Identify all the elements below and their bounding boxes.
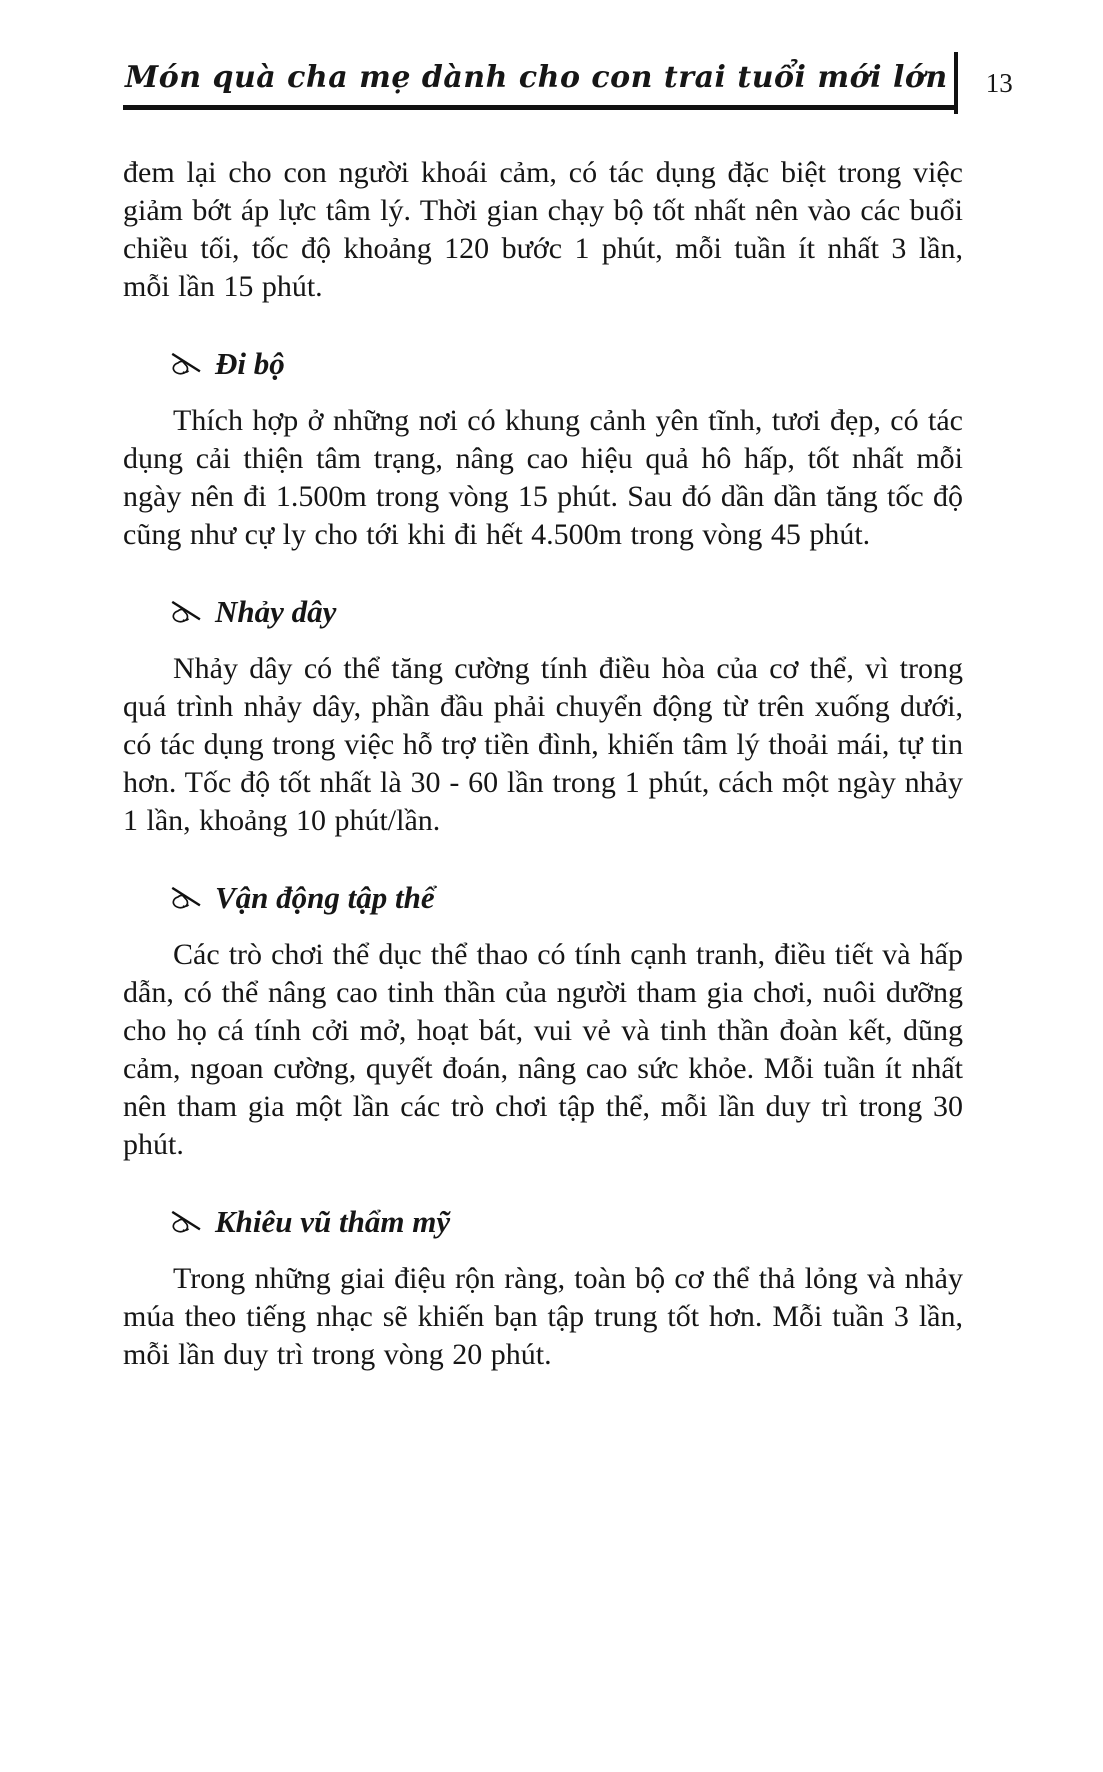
section-heading-label: Đi bộ	[215, 346, 285, 381]
section-body-paragraph: Các trò chơi thể dục thể thao có tính cạnh tranh, điều tiết và hấp dẫn, có thể nâng cao tinh thần của người tham gia chơi, nuôi dưỡng cho họ cá tính cởi mở, hoạt bát, vui vẻ và tinh thần đoàn kết, dũng cảm, ngoan cường, quyết đoán, nâng cao sức khỏe. Mỗi tuần ít nhất nên tham gia một lần các trò chơi tập thể, mỗi lần duy trì trong 30 phút.	[123, 938, 963, 1161]
section-heading	[123, 592, 963, 632]
section-aesthetic-dance	[123, 1202, 963, 1374]
intro-paragraph: đem lại cho con người khoái cảm, có tác dụng đặc biệt trong việc giảm bớt áp lực tâm lý. Thời gian chạy bộ tốt nhất nên vào các buổi chiều tối, tốc độ khoảng 120 bước 1 phút, mỗi tuần ít nhất 3 lần, mỗi lần 15 phút.	[123, 156, 963, 303]
writing-hand-icon	[171, 1210, 203, 1234]
writing-hand-icon	[171, 886, 203, 910]
page-number: 13	[985, 68, 1013, 98]
writing-hand-icon	[171, 352, 203, 376]
section-body-paragraph: Nhảy dây có thể tăng cường tính điều hòa của cơ thể, vì trong quá trình nhảy dây, phần đầu phải chuyển động từ trên xuống dưới, có tác dụng trong việc hỗ trợ tiền đình, khiến tâm lý thoải mái, tự tin hơn. Tốc độ tốt nhất là 30 - 60 lần trong 1 phút, cách một ngày nhảy 1 lần, khoảng 10 phút/lần.	[123, 652, 963, 837]
section-jump-rope	[123, 592, 963, 840]
section-heading-label: Vận động tập thể	[215, 880, 435, 915]
section-body-paragraph: Trong những giai điệu rộn ràng, toàn bộ cơ thể thả lỏng và nhảy múa theo tiếng nhạc sẽ khiến bạn tập trung tốt hơn. Mỗi tuần 3 lần, mỗi lần duy trì trong vòng 20 phút.	[123, 1262, 963, 1371]
page-body	[123, 154, 963, 1374]
section-heading	[123, 1202, 963, 1242]
section-heading-label: Nhảy dây	[215, 594, 337, 629]
section-group-exercise	[123, 878, 963, 1164]
section-heading-label: Khiêu vũ thẩm mỹ	[215, 1204, 451, 1239]
page-number-group	[954, 52, 1026, 114]
section-walking	[123, 344, 963, 554]
page-header	[123, 58, 1013, 114]
writing-hand-icon	[171, 600, 203, 624]
running-header-title: Món quà cha mẹ dành cho con trai tuổi mới lớn	[123, 58, 954, 110]
section-heading	[123, 878, 963, 918]
header-divider-bar	[954, 52, 958, 114]
section-body-paragraph: Thích hợp ở những nơi có khung cảnh yên tĩnh, tươi đẹp, có tác dụng cải thiện tâm trạng, nâng cao hiệu quả hô hấp, tốt nhất mỗi ngày nên đi 1.500m trong vòng 15 phút. Sau đó dần dần tăng tốc độ cũng như cự ly cho tới khi đi hết 4.500m trong vòng 45 phút.	[123, 404, 963, 551]
section-heading	[123, 344, 963, 384]
